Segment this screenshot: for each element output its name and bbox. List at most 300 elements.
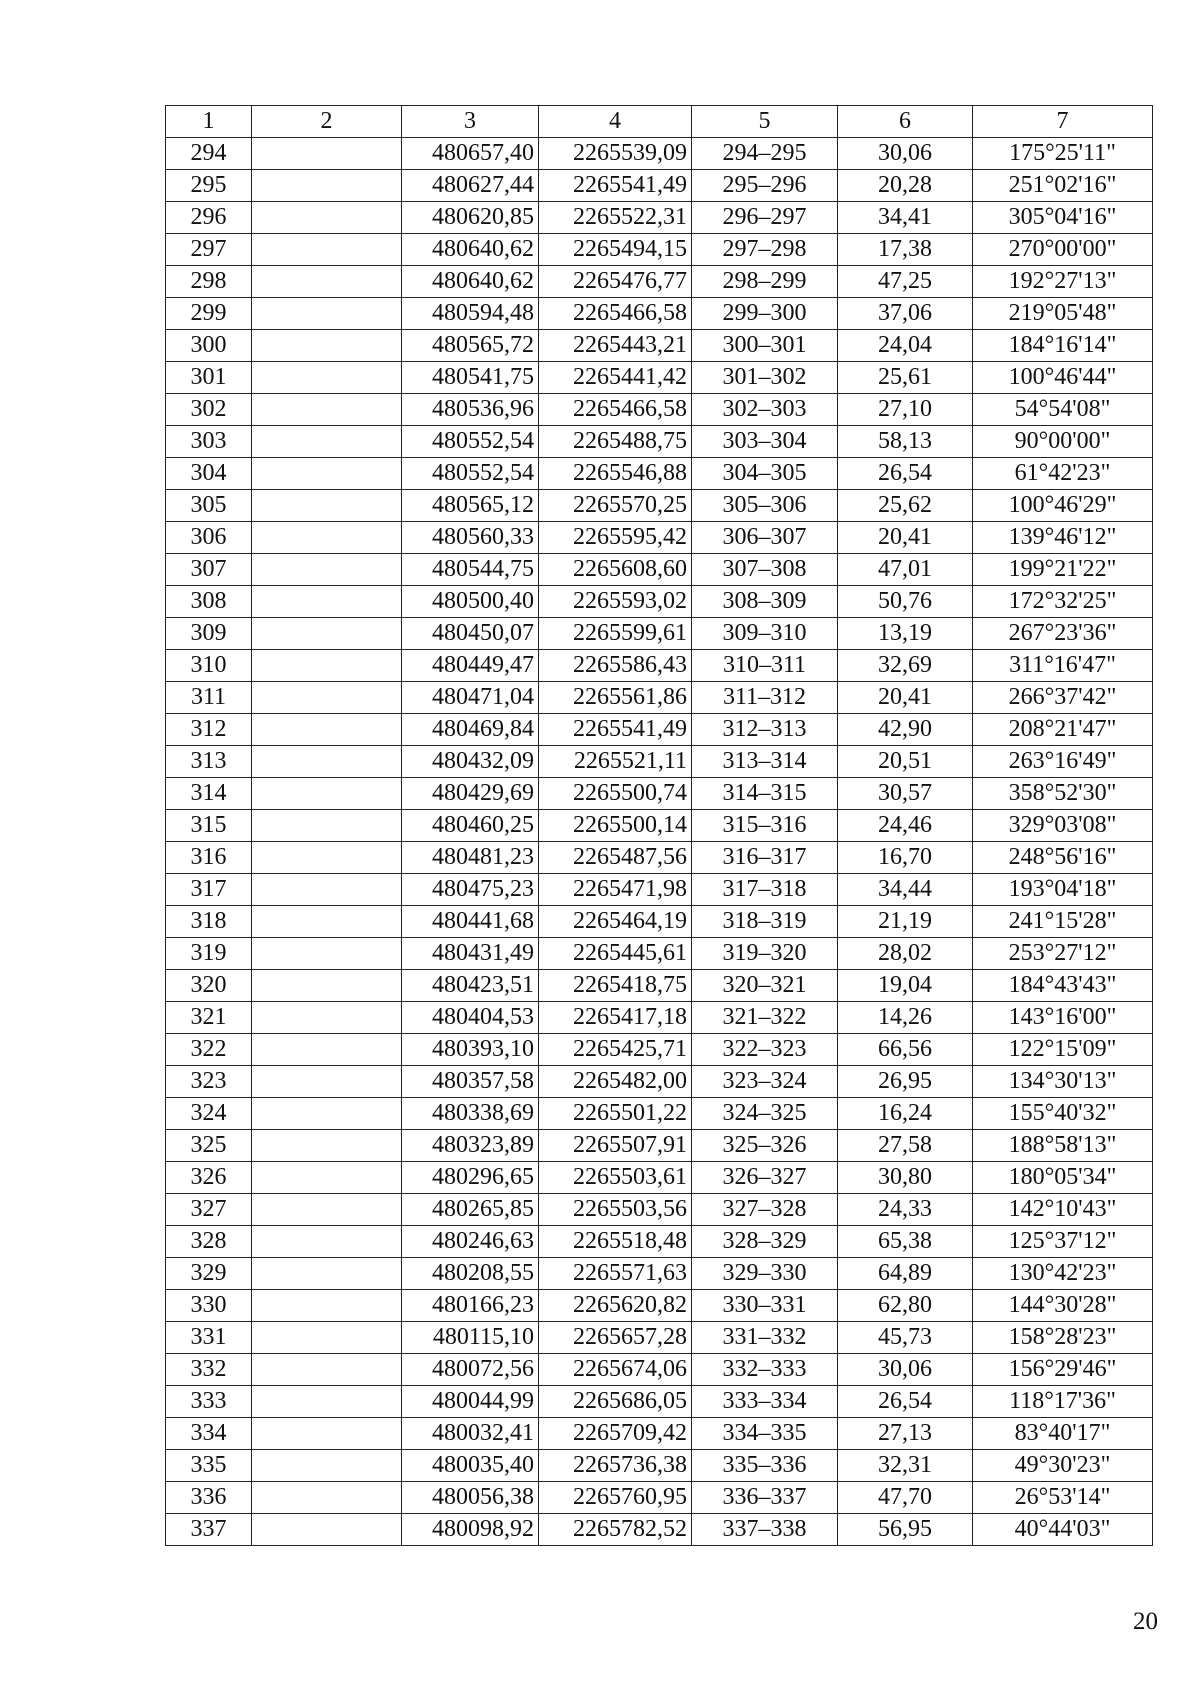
length-cell: 13,19 — [838, 618, 973, 650]
table-row — [166, 394, 1153, 426]
y-coordinate-cell: 2265586,43 — [539, 650, 692, 682]
point-number-cell: 318 — [166, 906, 252, 938]
y-coordinate-cell: 2265736,38 — [539, 1450, 692, 1482]
point-name-cell — [252, 522, 402, 554]
x-coordinate-cell: 480552,54 — [402, 458, 539, 490]
coordinates-table — [165, 105, 1153, 1546]
bearing-cell: 305°04'16" — [973, 202, 1153, 234]
bearing-cell: 40°44'03" — [973, 1514, 1153, 1546]
x-coordinate-cell: 480450,07 — [402, 618, 539, 650]
length-cell: 14,26 — [838, 1002, 973, 1034]
bearing-cell: 267°23'36" — [973, 618, 1153, 650]
length-cell: 26,54 — [838, 458, 973, 490]
point-name-cell — [252, 1386, 402, 1418]
bearing-cell: 358°52'30" — [973, 778, 1153, 810]
y-coordinate-cell: 2265561,86 — [539, 682, 692, 714]
point-name-cell — [252, 714, 402, 746]
bearing-cell: 54°54'08" — [973, 394, 1153, 426]
point-name-cell — [252, 618, 402, 650]
length-cell: 34,41 — [838, 202, 973, 234]
segment-cell: 306–307 — [692, 522, 838, 554]
x-coordinate-cell: 480296,65 — [402, 1162, 539, 1194]
y-coordinate-cell: 2265674,06 — [539, 1354, 692, 1386]
table-header-row — [166, 106, 1153, 138]
length-cell: 47,01 — [838, 554, 973, 586]
table-row — [166, 1290, 1153, 1322]
y-coordinate-cell: 2265593,02 — [539, 586, 692, 618]
table-row — [166, 1514, 1153, 1546]
y-coordinate-cell: 2265571,63 — [539, 1258, 692, 1290]
table-row — [166, 1130, 1153, 1162]
point-name-cell — [252, 330, 402, 362]
segment-cell: 311–312 — [692, 682, 838, 714]
y-coordinate-cell: 2265494,15 — [539, 234, 692, 266]
point-name-cell — [252, 778, 402, 810]
point-name-cell — [252, 746, 402, 778]
segment-cell: 305–306 — [692, 490, 838, 522]
table-row — [166, 810, 1153, 842]
x-coordinate-cell: 480460,25 — [402, 810, 539, 842]
point-number-cell: 314 — [166, 778, 252, 810]
x-coordinate-cell: 480620,85 — [402, 202, 539, 234]
y-coordinate-cell: 2265709,42 — [539, 1418, 692, 1450]
point-name-cell — [252, 1194, 402, 1226]
point-number-cell: 309 — [166, 618, 252, 650]
x-coordinate-cell: 480044,99 — [402, 1386, 539, 1418]
x-coordinate-cell: 480475,23 — [402, 874, 539, 906]
table-row — [166, 1194, 1153, 1226]
point-number-cell: 331 — [166, 1322, 252, 1354]
column-header: 2 — [252, 106, 402, 138]
point-name-cell — [252, 586, 402, 618]
point-number-cell: 301 — [166, 362, 252, 394]
bearing-cell: 192°27'13" — [973, 266, 1153, 298]
y-coordinate-cell: 2265466,58 — [539, 394, 692, 426]
table-row — [166, 746, 1153, 778]
point-name-cell — [252, 1258, 402, 1290]
segment-cell: 321–322 — [692, 1002, 838, 1034]
x-coordinate-cell: 480404,53 — [402, 1002, 539, 1034]
length-cell: 66,56 — [838, 1034, 973, 1066]
segment-cell: 313–314 — [692, 746, 838, 778]
table-row — [166, 330, 1153, 362]
y-coordinate-cell: 2265541,49 — [539, 714, 692, 746]
y-coordinate-cell: 2265487,56 — [539, 842, 692, 874]
segment-cell: 317–318 — [692, 874, 838, 906]
table-row — [166, 874, 1153, 906]
segment-cell: 331–332 — [692, 1322, 838, 1354]
y-coordinate-cell: 2265418,75 — [539, 970, 692, 1002]
x-coordinate-cell: 480423,51 — [402, 970, 539, 1002]
table-row — [166, 778, 1153, 810]
point-number-cell: 317 — [166, 874, 252, 906]
bearing-cell: 172°32'25" — [973, 586, 1153, 618]
y-coordinate-cell: 2265541,49 — [539, 170, 692, 202]
bearing-cell: 118°17'36" — [973, 1386, 1153, 1418]
table-row — [166, 938, 1153, 970]
point-number-cell: 336 — [166, 1482, 252, 1514]
y-coordinate-cell: 2265441,42 — [539, 362, 692, 394]
length-cell: 20,51 — [838, 746, 973, 778]
segment-cell: 333–334 — [692, 1386, 838, 1418]
length-cell: 17,38 — [838, 234, 973, 266]
length-cell: 47,25 — [838, 266, 973, 298]
bearing-cell: 144°30'28" — [973, 1290, 1153, 1322]
bearing-cell: 130°42'23" — [973, 1258, 1153, 1290]
point-number-cell: 312 — [166, 714, 252, 746]
length-cell: 27,13 — [838, 1418, 973, 1450]
x-coordinate-cell: 480536,96 — [402, 394, 539, 426]
y-coordinate-cell: 2265518,48 — [539, 1226, 692, 1258]
point-name-cell — [252, 202, 402, 234]
length-cell: 21,19 — [838, 906, 973, 938]
y-coordinate-cell: 2265443,21 — [539, 330, 692, 362]
point-number-cell: 308 — [166, 586, 252, 618]
segment-cell: 312–313 — [692, 714, 838, 746]
bearing-cell: 241°15'28" — [973, 906, 1153, 938]
point-number-cell: 313 — [166, 746, 252, 778]
length-cell: 24,33 — [838, 1194, 973, 1226]
point-name-cell — [252, 1290, 402, 1322]
point-number-cell: 325 — [166, 1130, 252, 1162]
x-coordinate-cell: 480449,47 — [402, 650, 539, 682]
table-row — [166, 202, 1153, 234]
y-coordinate-cell: 2265500,74 — [539, 778, 692, 810]
column-header: 4 — [539, 106, 692, 138]
point-number-cell: 310 — [166, 650, 252, 682]
y-coordinate-cell: 2265482,00 — [539, 1066, 692, 1098]
x-coordinate-cell: 480246,63 — [402, 1226, 539, 1258]
bearing-cell: 134°30'13" — [973, 1066, 1153, 1098]
table-row — [166, 970, 1153, 1002]
point-number-cell: 322 — [166, 1034, 252, 1066]
point-name-cell — [252, 1226, 402, 1258]
segment-cell: 299–300 — [692, 298, 838, 330]
table-row — [166, 298, 1153, 330]
table-row — [166, 586, 1153, 618]
y-coordinate-cell: 2265620,82 — [539, 1290, 692, 1322]
length-cell: 50,76 — [838, 586, 973, 618]
bearing-cell: 248°56'16" — [973, 842, 1153, 874]
x-coordinate-cell: 480032,41 — [402, 1418, 539, 1450]
point-name-cell — [252, 970, 402, 1002]
table-row — [166, 522, 1153, 554]
table-row — [166, 1418, 1153, 1450]
point-name-cell — [252, 1066, 402, 1098]
length-cell: 42,90 — [838, 714, 973, 746]
length-cell: 19,04 — [838, 970, 973, 1002]
point-name-cell — [252, 490, 402, 522]
table-row — [166, 170, 1153, 202]
length-cell: 16,70 — [838, 842, 973, 874]
length-cell: 20,41 — [838, 522, 973, 554]
y-coordinate-cell: 2265445,61 — [539, 938, 692, 970]
bearing-cell: 175°25'11" — [973, 138, 1153, 170]
segment-cell: 320–321 — [692, 970, 838, 1002]
length-cell: 25,62 — [838, 490, 973, 522]
y-coordinate-cell: 2265608,60 — [539, 554, 692, 586]
x-coordinate-cell: 480471,04 — [402, 682, 539, 714]
table-row — [166, 1098, 1153, 1130]
table-row — [166, 714, 1153, 746]
x-coordinate-cell: 480393,10 — [402, 1034, 539, 1066]
bearing-cell: 125°37'12" — [973, 1226, 1153, 1258]
bearing-cell: 251°02'16" — [973, 170, 1153, 202]
segment-cell: 328–329 — [692, 1226, 838, 1258]
x-coordinate-cell: 480565,72 — [402, 330, 539, 362]
x-coordinate-cell: 480500,40 — [402, 586, 539, 618]
y-coordinate-cell: 2265570,25 — [539, 490, 692, 522]
table-row — [166, 1162, 1153, 1194]
bearing-cell: 49°30'23" — [973, 1450, 1153, 1482]
point-name-cell — [252, 1130, 402, 1162]
length-cell: 47,70 — [838, 1482, 973, 1514]
point-name-cell — [252, 682, 402, 714]
point-number-cell: 305 — [166, 490, 252, 522]
point-name-cell — [252, 362, 402, 394]
table-body — [166, 138, 1153, 1546]
y-coordinate-cell: 2265471,98 — [539, 874, 692, 906]
x-coordinate-cell: 480357,58 — [402, 1066, 539, 1098]
x-coordinate-cell: 480469,84 — [402, 714, 539, 746]
segment-cell: 335–336 — [692, 1450, 838, 1482]
x-coordinate-cell: 480481,23 — [402, 842, 539, 874]
y-coordinate-cell: 2265522,31 — [539, 202, 692, 234]
point-number-cell: 330 — [166, 1290, 252, 1322]
bearing-cell: 122°15'09" — [973, 1034, 1153, 1066]
table-row — [166, 1322, 1153, 1354]
y-coordinate-cell: 2265476,77 — [539, 266, 692, 298]
point-number-cell: 295 — [166, 170, 252, 202]
x-coordinate-cell: 480115,10 — [402, 1322, 539, 1354]
table-row — [166, 906, 1153, 938]
bearing-cell: 156°29'46" — [973, 1354, 1153, 1386]
x-coordinate-cell: 480431,49 — [402, 938, 539, 970]
y-coordinate-cell: 2265503,61 — [539, 1162, 692, 1194]
table-row — [166, 1002, 1153, 1034]
bearing-cell: 100°46'44" — [973, 362, 1153, 394]
segment-cell: 298–299 — [692, 266, 838, 298]
segment-cell: 302–303 — [692, 394, 838, 426]
bearing-cell: 26°53'14" — [973, 1482, 1153, 1514]
point-name-cell — [252, 842, 402, 874]
y-coordinate-cell: 2265503,56 — [539, 1194, 692, 1226]
y-coordinate-cell: 2265500,14 — [539, 810, 692, 842]
length-cell: 16,24 — [838, 1098, 973, 1130]
bearing-cell: 83°40'17" — [973, 1418, 1153, 1450]
point-name-cell — [252, 1162, 402, 1194]
point-name-cell — [252, 554, 402, 586]
column-header: 7 — [973, 106, 1153, 138]
bearing-cell: 329°03'08" — [973, 810, 1153, 842]
page-number: 20 — [1133, 1608, 1158, 1635]
y-coordinate-cell: 2265782,52 — [539, 1514, 692, 1546]
table-row — [166, 1354, 1153, 1386]
bearing-cell: 263°16'49" — [973, 746, 1153, 778]
segment-cell: 307–308 — [692, 554, 838, 586]
length-cell: 27,10 — [838, 394, 973, 426]
segment-cell: 319–320 — [692, 938, 838, 970]
point-number-cell: 335 — [166, 1450, 252, 1482]
y-coordinate-cell: 2265599,61 — [539, 618, 692, 650]
segment-cell: 336–337 — [692, 1482, 838, 1514]
bearing-cell: 219°05'48" — [973, 298, 1153, 330]
point-name-cell — [252, 266, 402, 298]
bearing-cell: 193°04'18" — [973, 874, 1153, 906]
x-coordinate-cell: 480338,69 — [402, 1098, 539, 1130]
x-coordinate-cell: 480441,68 — [402, 906, 539, 938]
point-number-cell: 304 — [166, 458, 252, 490]
y-coordinate-cell: 2265657,28 — [539, 1322, 692, 1354]
point-number-cell: 324 — [166, 1098, 252, 1130]
point-number-cell: 320 — [166, 970, 252, 1002]
segment-cell: 325–326 — [692, 1130, 838, 1162]
point-name-cell — [252, 1482, 402, 1514]
y-coordinate-cell: 2265507,91 — [539, 1130, 692, 1162]
length-cell: 25,61 — [838, 362, 973, 394]
point-name-cell — [252, 1354, 402, 1386]
x-coordinate-cell: 480541,75 — [402, 362, 539, 394]
point-number-cell: 327 — [166, 1194, 252, 1226]
segment-cell: 316–317 — [692, 842, 838, 874]
x-coordinate-cell: 480552,54 — [402, 426, 539, 458]
y-coordinate-cell: 2265488,75 — [539, 426, 692, 458]
length-cell: 32,69 — [838, 650, 973, 682]
segment-cell: 295–296 — [692, 170, 838, 202]
bearing-cell: 90°00'00" — [973, 426, 1153, 458]
table-row — [166, 1034, 1153, 1066]
table-row — [166, 650, 1153, 682]
length-cell: 26,95 — [838, 1066, 973, 1098]
bearing-cell: 139°46'12" — [973, 522, 1153, 554]
length-cell: 20,41 — [838, 682, 973, 714]
y-coordinate-cell: 2265417,18 — [539, 1002, 692, 1034]
point-number-cell: 296 — [166, 202, 252, 234]
bearing-cell: 199°21'22" — [973, 554, 1153, 586]
bearing-cell: 158°28'23" — [973, 1322, 1153, 1354]
length-cell: 26,54 — [838, 1386, 973, 1418]
segment-cell: 334–335 — [692, 1418, 838, 1450]
point-number-cell: 337 — [166, 1514, 252, 1546]
point-number-cell: 303 — [166, 426, 252, 458]
point-name-cell — [252, 426, 402, 458]
bearing-cell: 180°05'34" — [973, 1162, 1153, 1194]
point-number-cell: 311 — [166, 682, 252, 714]
point-number-cell: 319 — [166, 938, 252, 970]
x-coordinate-cell: 480208,55 — [402, 1258, 539, 1290]
length-cell: 32,31 — [838, 1450, 973, 1482]
segment-cell: 304–305 — [692, 458, 838, 490]
x-coordinate-cell: 480544,75 — [402, 554, 539, 586]
length-cell: 62,80 — [838, 1290, 973, 1322]
point-number-cell: 294 — [166, 138, 252, 170]
point-number-cell: 328 — [166, 1226, 252, 1258]
table-row — [166, 1386, 1153, 1418]
point-name-cell — [252, 938, 402, 970]
point-number-cell: 302 — [166, 394, 252, 426]
point-name-cell — [252, 1450, 402, 1482]
bearing-cell: 184°43'43" — [973, 970, 1153, 1002]
table-row — [166, 266, 1153, 298]
y-coordinate-cell: 2265686,05 — [539, 1386, 692, 1418]
bearing-cell: 188°58'13" — [973, 1130, 1153, 1162]
y-coordinate-cell: 2265539,09 — [539, 138, 692, 170]
x-coordinate-cell: 480429,69 — [402, 778, 539, 810]
segment-cell: 297–298 — [692, 234, 838, 266]
bearing-cell: 184°16'14" — [973, 330, 1153, 362]
x-coordinate-cell: 480565,12 — [402, 490, 539, 522]
segment-cell: 327–328 — [692, 1194, 838, 1226]
table-row — [166, 1450, 1153, 1482]
x-coordinate-cell: 480072,56 — [402, 1354, 539, 1386]
point-name-cell — [252, 1514, 402, 1546]
y-coordinate-cell: 2265501,22 — [539, 1098, 692, 1130]
segment-cell: 315–316 — [692, 810, 838, 842]
point-name-cell — [252, 170, 402, 202]
length-cell: 27,58 — [838, 1130, 973, 1162]
length-cell: 30,57 — [838, 778, 973, 810]
point-name-cell — [252, 1034, 402, 1066]
y-coordinate-cell: 2265595,42 — [539, 522, 692, 554]
table-row — [166, 1066, 1153, 1098]
segment-cell: 303–304 — [692, 426, 838, 458]
point-number-cell: 306 — [166, 522, 252, 554]
table-row — [166, 490, 1153, 522]
column-header: 1 — [166, 106, 252, 138]
segment-cell: 300–301 — [692, 330, 838, 362]
table-row — [166, 1258, 1153, 1290]
table-row — [166, 1226, 1153, 1258]
point-number-cell: 316 — [166, 842, 252, 874]
segment-cell: 323–324 — [692, 1066, 838, 1098]
column-header: 5 — [692, 106, 838, 138]
point-name-cell — [252, 458, 402, 490]
point-name-cell — [252, 650, 402, 682]
point-number-cell: 329 — [166, 1258, 252, 1290]
x-coordinate-cell: 480657,40 — [402, 138, 539, 170]
x-coordinate-cell: 480265,85 — [402, 1194, 539, 1226]
segment-cell: 318–319 — [692, 906, 838, 938]
point-number-cell: 334 — [166, 1418, 252, 1450]
segment-cell: 332–333 — [692, 1354, 838, 1386]
length-cell: 20,28 — [838, 170, 973, 202]
length-cell: 24,46 — [838, 810, 973, 842]
x-coordinate-cell: 480166,23 — [402, 1290, 539, 1322]
length-cell: 28,02 — [838, 938, 973, 970]
segment-cell: 309–310 — [692, 618, 838, 650]
y-coordinate-cell: 2265464,19 — [539, 906, 692, 938]
y-coordinate-cell: 2265466,58 — [539, 298, 692, 330]
segment-cell: 294–295 — [692, 138, 838, 170]
segment-cell: 310–311 — [692, 650, 838, 682]
bearing-cell: 155°40'32" — [973, 1098, 1153, 1130]
length-cell: 24,04 — [838, 330, 973, 362]
bearing-cell: 142°10'43" — [973, 1194, 1153, 1226]
x-coordinate-cell: 480035,40 — [402, 1450, 539, 1482]
point-number-cell: 315 — [166, 810, 252, 842]
bearing-cell: 208°21'47" — [973, 714, 1153, 746]
bearing-cell: 253°27'12" — [973, 938, 1153, 970]
point-number-cell: 332 — [166, 1354, 252, 1386]
bearing-cell: 143°16'00" — [973, 1002, 1153, 1034]
x-coordinate-cell: 480323,89 — [402, 1130, 539, 1162]
x-coordinate-cell: 480560,33 — [402, 522, 539, 554]
table-row — [166, 138, 1153, 170]
point-name-cell — [252, 874, 402, 906]
length-cell: 56,95 — [838, 1514, 973, 1546]
table-row — [166, 842, 1153, 874]
table-row — [166, 554, 1153, 586]
